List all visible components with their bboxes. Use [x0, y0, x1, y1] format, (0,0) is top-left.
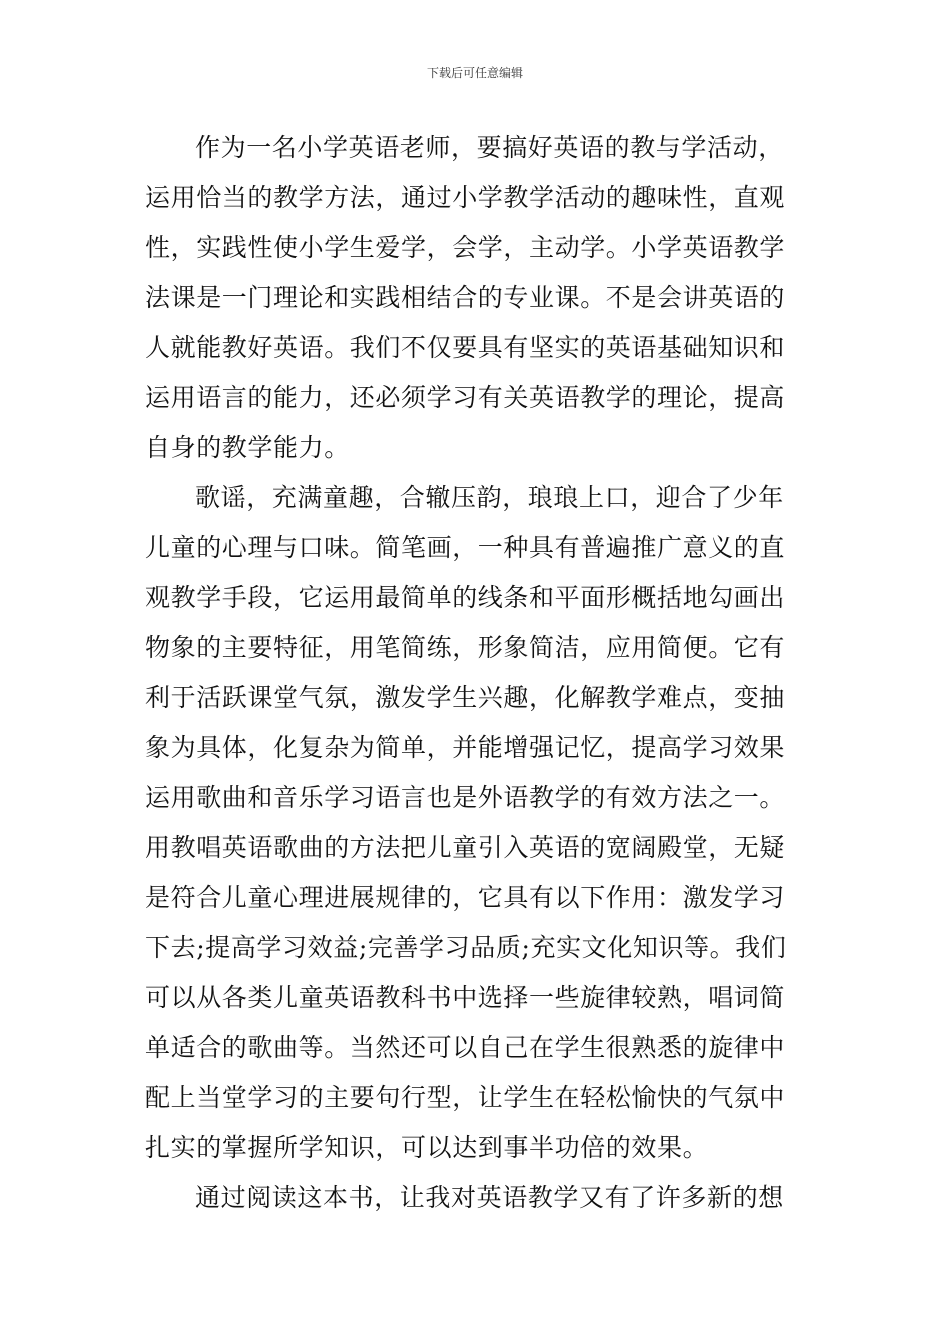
- page-header: 下载后可任意编辑: [426, 66, 523, 80]
- paragraph-3: [145, 1173, 810, 1223]
- text-line: 作为一名小学英语老师，要搞好英语的教与学活动，: [195, 133, 784, 162]
- text-line: 自身的教学能力。: [145, 433, 350, 462]
- text-line: 是符合儿童心理进展规律的，它具有以下作用：激发学习: [145, 883, 786, 912]
- text-line: 单适合的歌曲等。当然还可以自己在学生很熟悉的旋律中: [145, 1033, 786, 1062]
- text-line: 歌谣，充满童趣，合辙压韵，琅琅上口，迎合了少年: [195, 483, 784, 512]
- paragraph-2: [145, 473, 810, 1173]
- body-text: [145, 123, 810, 1223]
- text-line: 法课是一门理论和实践相结合的专业课。不是会讲英语的: [145, 283, 786, 312]
- text-line: 配上当堂学习的主要句行型，让学生在轻松愉快的气氛中: [145, 1083, 786, 1112]
- text-line: 物象的主要特征，用笔简练，形象简洁，应用简便。它有: [145, 633, 786, 662]
- paragraph-1: [145, 123, 810, 473]
- text-line: 性，实践性使小学生爱学，会学，主动学。小学英语教学: [145, 233, 786, 262]
- text-line: 通过阅读这本书，让我对英语教学又有了许多新的想: [195, 1183, 784, 1212]
- text-line: 下去;提高学习效益;完善学习品质;充实文化知识等。我们: [145, 933, 787, 962]
- text-line: 用教唱英语歌曲的方法把儿童引入英语的宽阔殿堂，无疑: [145, 833, 786, 862]
- text-line: 扎实的掌握所学知识，可以达到事半功倍的效果。: [145, 1133, 709, 1162]
- text-line: 观教学手段，它运用最简单的线条和平面形概括地勾画出: [145, 583, 786, 612]
- text-line: 象为具体，化复杂为简单，并能增强记忆，提高学习效果: [145, 733, 786, 762]
- text-line: 利于活跃课堂气氛，激发学生兴趣，化解教学难点，变抽: [145, 683, 786, 712]
- text-line: 运用歌曲和音乐学习语言也是外语教学的有效方法之一。: [145, 783, 786, 812]
- text-line: 可以从各类儿童英语教科书中选择一些旋律较熟，唱词简: [145, 983, 786, 1012]
- text-line: 人就能教好英语。我们不仅要具有坚实的英语基础知识和: [145, 333, 786, 362]
- text-line: 儿童的心理与口味。简笔画，一种具有普遍推广意义的直: [145, 533, 786, 562]
- text-line: 运用恰当的教学方法，通过小学教学活动的趣味性，直观: [145, 183, 786, 212]
- text-line: 运用语言的能力，还必须学习有关英语教学的理论，提高: [145, 383, 786, 412]
